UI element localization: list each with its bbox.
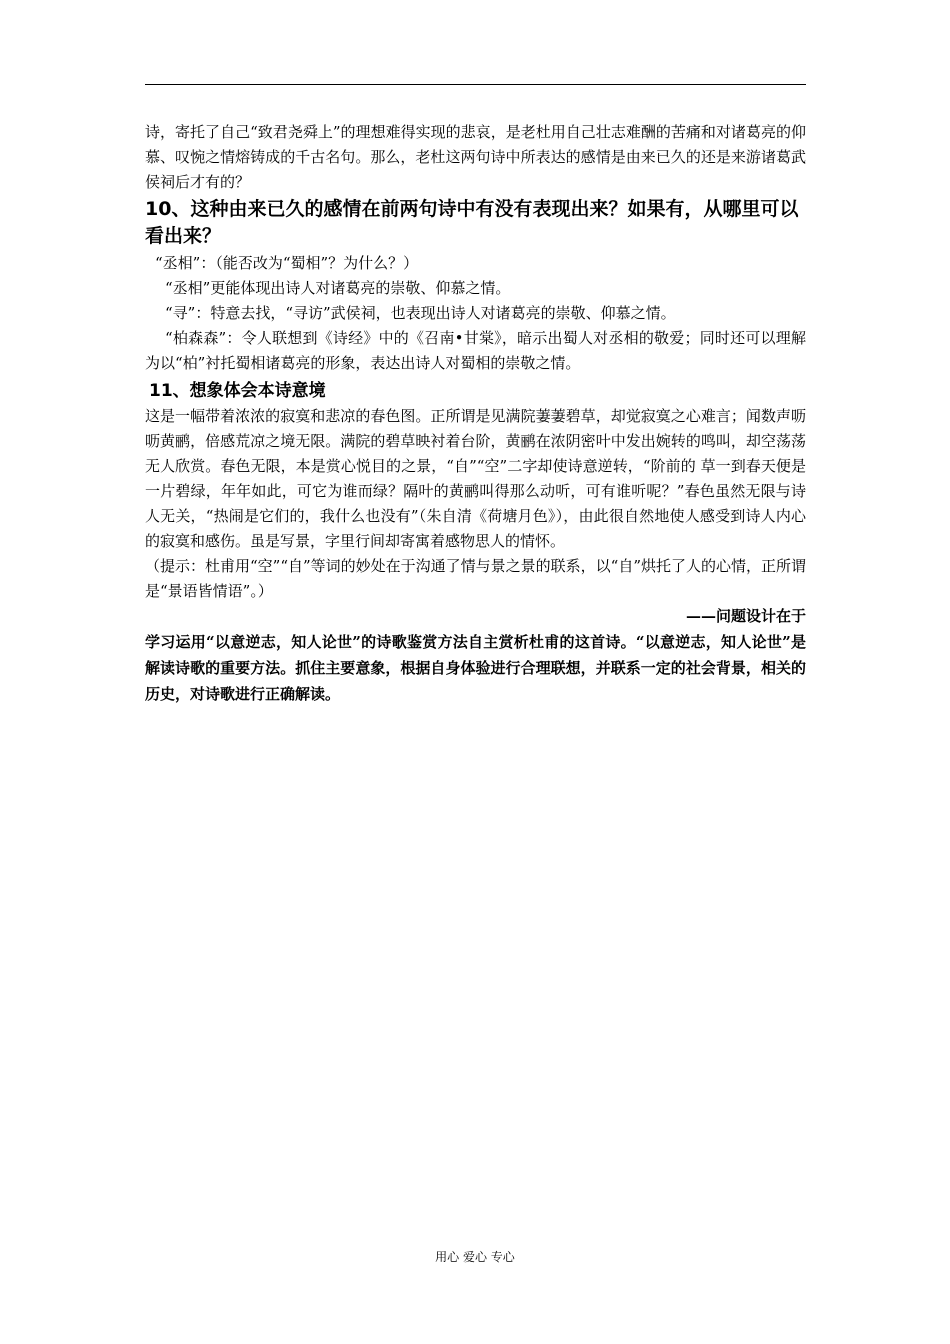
closing-paragraph: 学习运用“以意逆志，知人论世”的诗歌鉴赏方法自主赏析杜甫的这首诗。“以意逆志，知人论世”是解读诗歌的重要方法。抓住主要意象，根据自身体验进行合理联想，并联系一定的社会背景，相关的历史，对诗歌进行正确解读。 (145, 633, 806, 703)
q10-line-2: “丞相”更能体现出诗人对诸葛亮的崇敬、仰慕之情。 (165, 279, 511, 297)
question-11-heading: 11、想象体会本诗意境 (149, 381, 326, 401)
question-10-heading: 10、这种由来已久的感情在前两句诗中有没有表现出来？如果有，从哪里可以看出来？ (145, 198, 799, 247)
q11-body: 这是一幅带着浓浓的寂寞和悲凉的春色图。正所谓是见满院萋萋碧草，却觉寂寞之心难言；闻数声呖呖黄鹂，倍感荒凉之境无限。满院的碧草映衬着台阶，黄鹂在浓阴密叶中发出婉转的鸣叫，却空荡荡无人欣赏。春色无限，本是赏心悦目的之景，“自”“空”二字却使诗意逆转，“阶前的 草一到春天便是一片碧绿，年年如此，可它为谁而绿？隔叶的黄鹂叫得那么动听，可有谁听呢？”春色虽然无限与诗人无关，“热闹是它们的，我什么也没有”（朱自清《荷塘月色》），由此很自然地使人感受到诗人内心的寂寞和感伤。虽是写景，字里行间却寄寓着感物思人的情怀。 (145, 407, 806, 550)
q10-line-1: “丞相”：（能否改为“蜀相”？为什么？） (155, 254, 419, 272)
intro-paragraph: 诗，寄托了自己“致君尧舜上”的理想难得实现的悲哀，是老杜用自己壮志难酬的苦痛和对诸葛亮的仰慕、叹惋之情熔铸成的千古名句。那么，老杜这两句诗中所表达的感情是由来已久的还是来游诸葛武侯祠后才有的？ (145, 123, 806, 191)
q10-line-4: “柏森森”：令人联想到《诗经》中的《召南•甘棠》，暗示出蜀人对丞相的敬爱；同时还可以理解为以“柏”衬托蜀相诸葛亮的形象，表达出诗人对蜀相的崇敬之情。 (145, 329, 806, 372)
closing-right-line: ——问题设计在于 (685, 607, 806, 625)
page-footer: 用心 爱心 专心 (435, 1250, 515, 1264)
page-content (145, 120, 806, 707)
header-rule (145, 84, 806, 85)
q10-line-3: “寻”：特意去找，“寻访”武侯祠，也表现出诗人对诸葛亮的崇敬、仰慕之情。 (165, 304, 676, 322)
q11-hint: （提示：杜甫用“空”“自”等词的妙处在于沟通了情与景之景的联系，以“自”烘托了人的心情，正所谓是“景语皆情语”。） (145, 557, 807, 600)
